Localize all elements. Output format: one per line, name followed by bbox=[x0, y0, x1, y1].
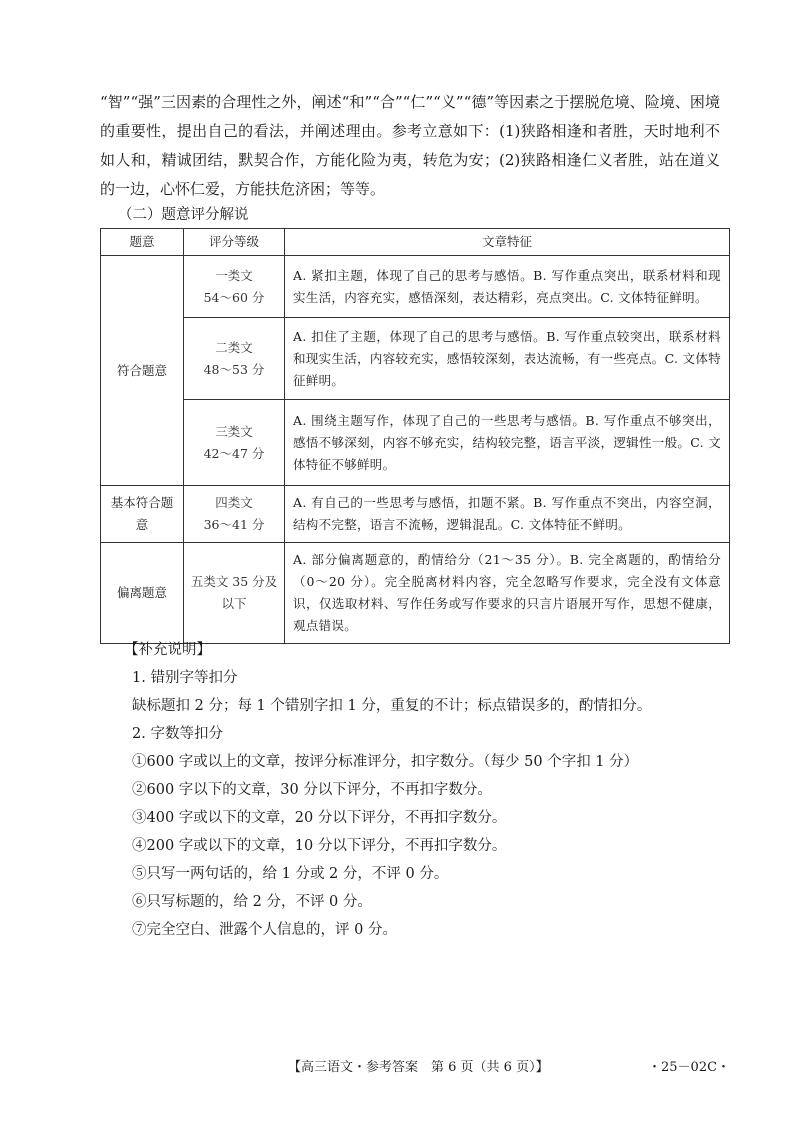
grading-table bbox=[100, 228, 730, 644]
features-cell: A. 围绕主题写作，体现了自己的一些思考与感悟。B. 写作重点不够突出，感悟不够深刻，内容不够充实，结构较完整，语言平淡，逻辑性一般。C. 文体特征不够鲜明。 bbox=[285, 400, 730, 486]
table-row bbox=[101, 256, 730, 318]
level-name: 五类文 35 分及以下 bbox=[190, 574, 278, 611]
level-cell bbox=[184, 400, 285, 486]
supplement bbox=[124, 636, 652, 944]
features-cell: A. 有自己的一些思考与感悟，扣题不紧。B. 写作重点不突出，内容空洞，结构不完整，语言不流畅，逻辑混乱。C. 文体特征不鲜明。 bbox=[285, 486, 730, 543]
table-header-row bbox=[101, 229, 730, 256]
supplement-item: ⑤只写一两句话的，给 1 分或 2 分，不评 0 分。 bbox=[132, 866, 449, 882]
supplement-item: ①600 字或以上的文章，按评分标准评分，扣字数分。（每少 50 个字扣 1 分） bbox=[132, 754, 639, 770]
category-cell: 偏离题意 bbox=[101, 543, 184, 644]
level-score: 42～47 分 bbox=[203, 445, 265, 461]
level-name: 二类文 bbox=[215, 339, 253, 355]
supplement-item: ⑦完全空白、泄露个人信息的，评 0 分。 bbox=[132, 922, 397, 938]
level-name: 四类文 bbox=[215, 495, 253, 510]
supplement-item: ②600 字以下的文章，30 分以下评分，不再扣字数分。 bbox=[132, 782, 492, 798]
level-cell bbox=[184, 486, 285, 543]
level-score: 48～53 分 bbox=[203, 361, 265, 377]
supplement-item: 缺标题扣 2 分；每 1 个错别字扣 1 分，重复的不计；标点错误多的，酌情扣分。 bbox=[132, 698, 652, 714]
intro-paragraph: “智”“强”三因素的合理性之外，阐述“和”“合”“仁”“义”“德”等因素之于摆脱危境、险境、困境的重要性，提出自己的看法，并阐述理由。参考立意如下：(1)狭路相逢和者胜，天时地利不如人和，精诚团结，默契合作，方能化险为夷，转危为安；(2)狭路相逢仁义者胜，站在道义的一边，心怀仁爱，方能扶危济困；等等。 bbox=[100, 93, 720, 198]
supplement-item: ④200 字或以下的文章，10 分以下评分，不再扣字数分。 bbox=[132, 838, 507, 854]
supplement-item: 1. 错别字等扣分 bbox=[132, 670, 238, 686]
table-row bbox=[101, 486, 730, 543]
table-row bbox=[101, 400, 730, 486]
features-cell: A. 扣住了主题，体现了自己的思考与感悟。B. 写作重点较突出，联系材料和现实生活，内容较充实，感悟较深刻，表达流畅，有一些亮点。C. 文体特征鲜明。 bbox=[285, 318, 730, 400]
supplement-title: 【补充说明】 bbox=[124, 642, 211, 658]
level-name: 三类文 bbox=[215, 423, 253, 439]
supplement-item: ③400 字或以下的文章，20 分以下评分，不再扣字数分。 bbox=[132, 810, 507, 826]
level-name: 一类文 bbox=[215, 267, 253, 283]
table-row bbox=[101, 543, 730, 644]
level-cell bbox=[184, 543, 285, 644]
level-cell bbox=[184, 318, 285, 400]
section-title: （二）题意评分解说 bbox=[118, 207, 249, 223]
category-cell: 基本符合题意 bbox=[101, 486, 184, 543]
category-cell: 符合题意 bbox=[101, 256, 184, 486]
supplement-item: ⑥只写标题的，给 2 分，不评 0 分。 bbox=[132, 894, 372, 910]
intro-text bbox=[100, 88, 720, 204]
features-cell: A. 部分偏离题意的，酌情给分（21～35 分）。B. 完全离题的，酌情给分（0～20 分）。完全脱离材料内容，完全忽略写作要求，完全没有文体意识，仅选取材料、写作任务或写作要求的只言片语展开写作，思想不健康，观点错误。 bbox=[285, 543, 730, 644]
table-row bbox=[101, 318, 730, 400]
features-cell: A. 紧扣主题，体现了自己的思考与感悟。B. 写作重点突出，联系材料和现实生活，内容充实，感悟深刻，表达精彩，亮点突出。C. 文体特征鲜明。 bbox=[285, 256, 730, 318]
supplement-item: 2. 字数等扣分 bbox=[132, 726, 223, 742]
level-score: 36～41 分 bbox=[203, 517, 265, 532]
footer-code: ・25－02C・ bbox=[648, 1060, 731, 1075]
header-features: 文章特征 bbox=[285, 229, 730, 256]
header-category: 题意 bbox=[101, 229, 184, 256]
header-level: 评分等级 bbox=[184, 229, 285, 256]
level-score: 54～60 分 bbox=[203, 289, 265, 305]
footer-page-info: 【高三语文・参考答案 第 6 页（共 6 页）】 bbox=[288, 1060, 549, 1075]
level-cell bbox=[184, 256, 285, 318]
